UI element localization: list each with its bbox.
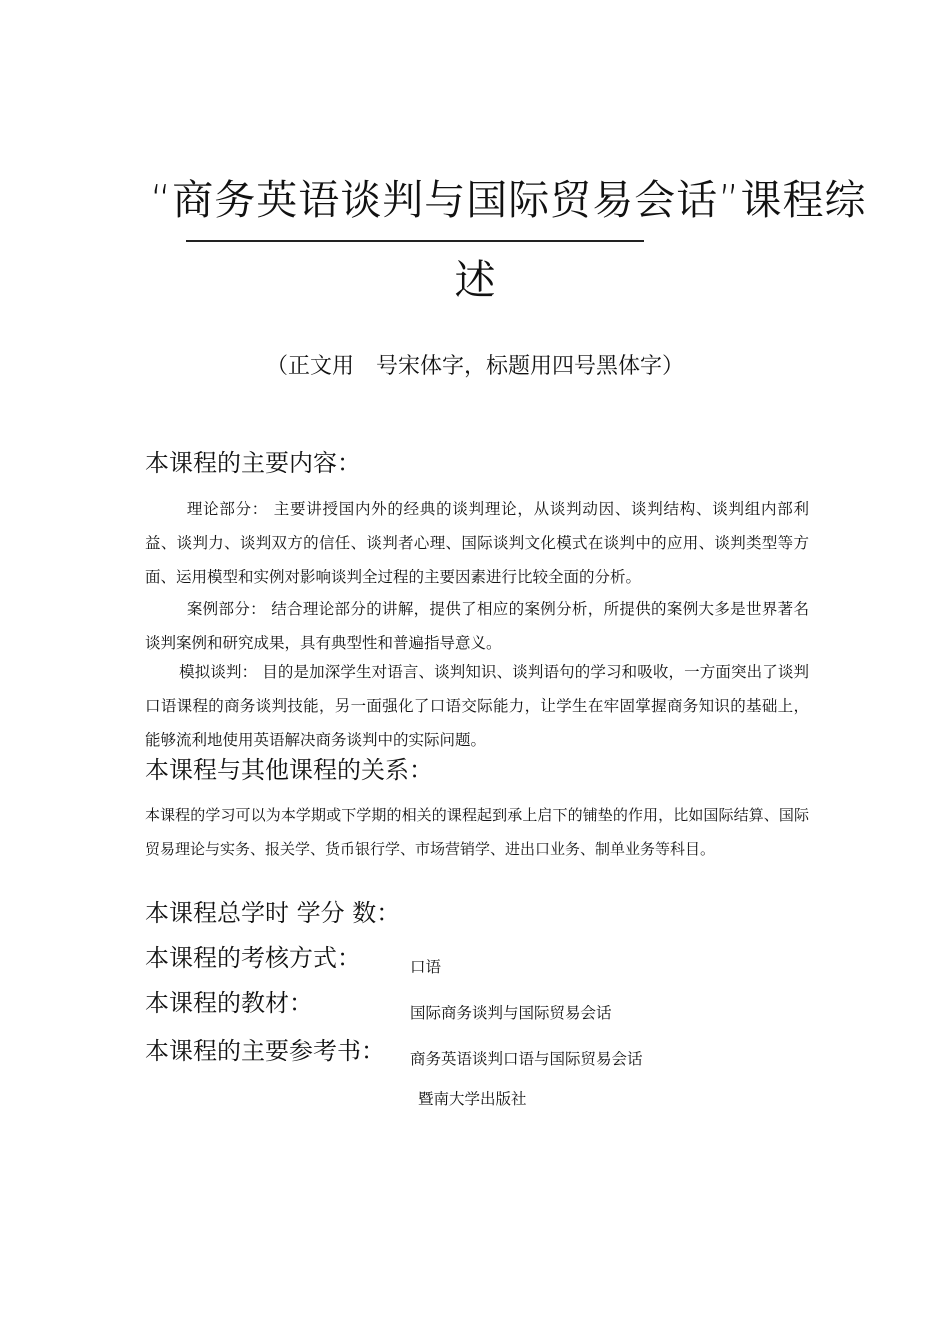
references-heading: 本课程的主要参考书： <box>145 1037 385 1065</box>
simulation-text: 目的是加深学生对语言、谈判知识、谈判语句的学习和吸收，一方面突出了谈判口语课程的商务谈判技能，另一面强化了口语交际能力，让学生在牢固掌握商务知识的基础上，能够流利地使用英语解决商务谈判中的实际问题。 <box>145 663 809 749</box>
relations-text: 本课程的学习可以为本学期或下学期的相关的课程起到承上启下的铺垫的作用，比如国际结算、国际贸易理论与实务、报关学、货币银行学、市场营销学、进出口业务、制单业务等科目。 <box>145 806 809 858</box>
hours-heading: 本课程总学时 学分 数： <box>145 899 401 927</box>
title-close-quote: ” <box>718 176 741 224</box>
assessment-value: 口语 <box>410 958 442 976</box>
assessment-heading: 本课程的考核方式： <box>145 944 361 972</box>
theory-label: 理论部分： <box>186 500 269 518</box>
textbook-heading: 本课程的教材： <box>145 989 313 1017</box>
relations-heading: 本课程与其他课程的关系： <box>145 756 433 784</box>
theory-text: 主要讲授国内外的经典的谈判理论，从谈判动因、谈判结构、谈判组内部利益、谈判力、谈判双方的信任、谈判者心理、国际谈判文化模式在谈判中的应用、谈判类型等方面、运用模型和实例对影响谈判全过程的主要因素进行比较全面的分析。 <box>145 500 809 586</box>
references-publisher: 暨南大学出版社 <box>418 1090 527 1108</box>
textbook-value: 国际商务谈判与国际贸易会话 <box>410 1004 612 1022</box>
references-value: 商务英语谈判口语与国际贸易会话 <box>410 1050 643 1068</box>
case-paragraph <box>145 592 809 660</box>
title-suffix: 课程综 <box>740 176 867 224</box>
title-underline <box>186 240 644 242</box>
simulation-paragraph <box>145 655 809 757</box>
document-title-line2: 述 <box>454 256 496 304</box>
case-text: 结合理论部分的讲解，提供了相应的案例分析，所提供的案例大多是世界著名谈判案例和研究成果，具有典型性和普遍指导意义。 <box>145 600 809 652</box>
theory-paragraph <box>145 492 809 594</box>
document-title-line1 <box>150 170 867 230</box>
title-quoted-text: 商务英语谈判与国际贸易会话 <box>172 176 719 224</box>
main-content-heading: 本课程的主要内容： <box>145 449 361 477</box>
case-label: 案例部分： <box>186 600 266 618</box>
format-note: （正文用 号宋体字，标题用四号黑体字） <box>265 354 684 379</box>
simulation-label: 模拟谈判： <box>179 663 258 681</box>
title-open-quote: “ <box>150 176 173 224</box>
